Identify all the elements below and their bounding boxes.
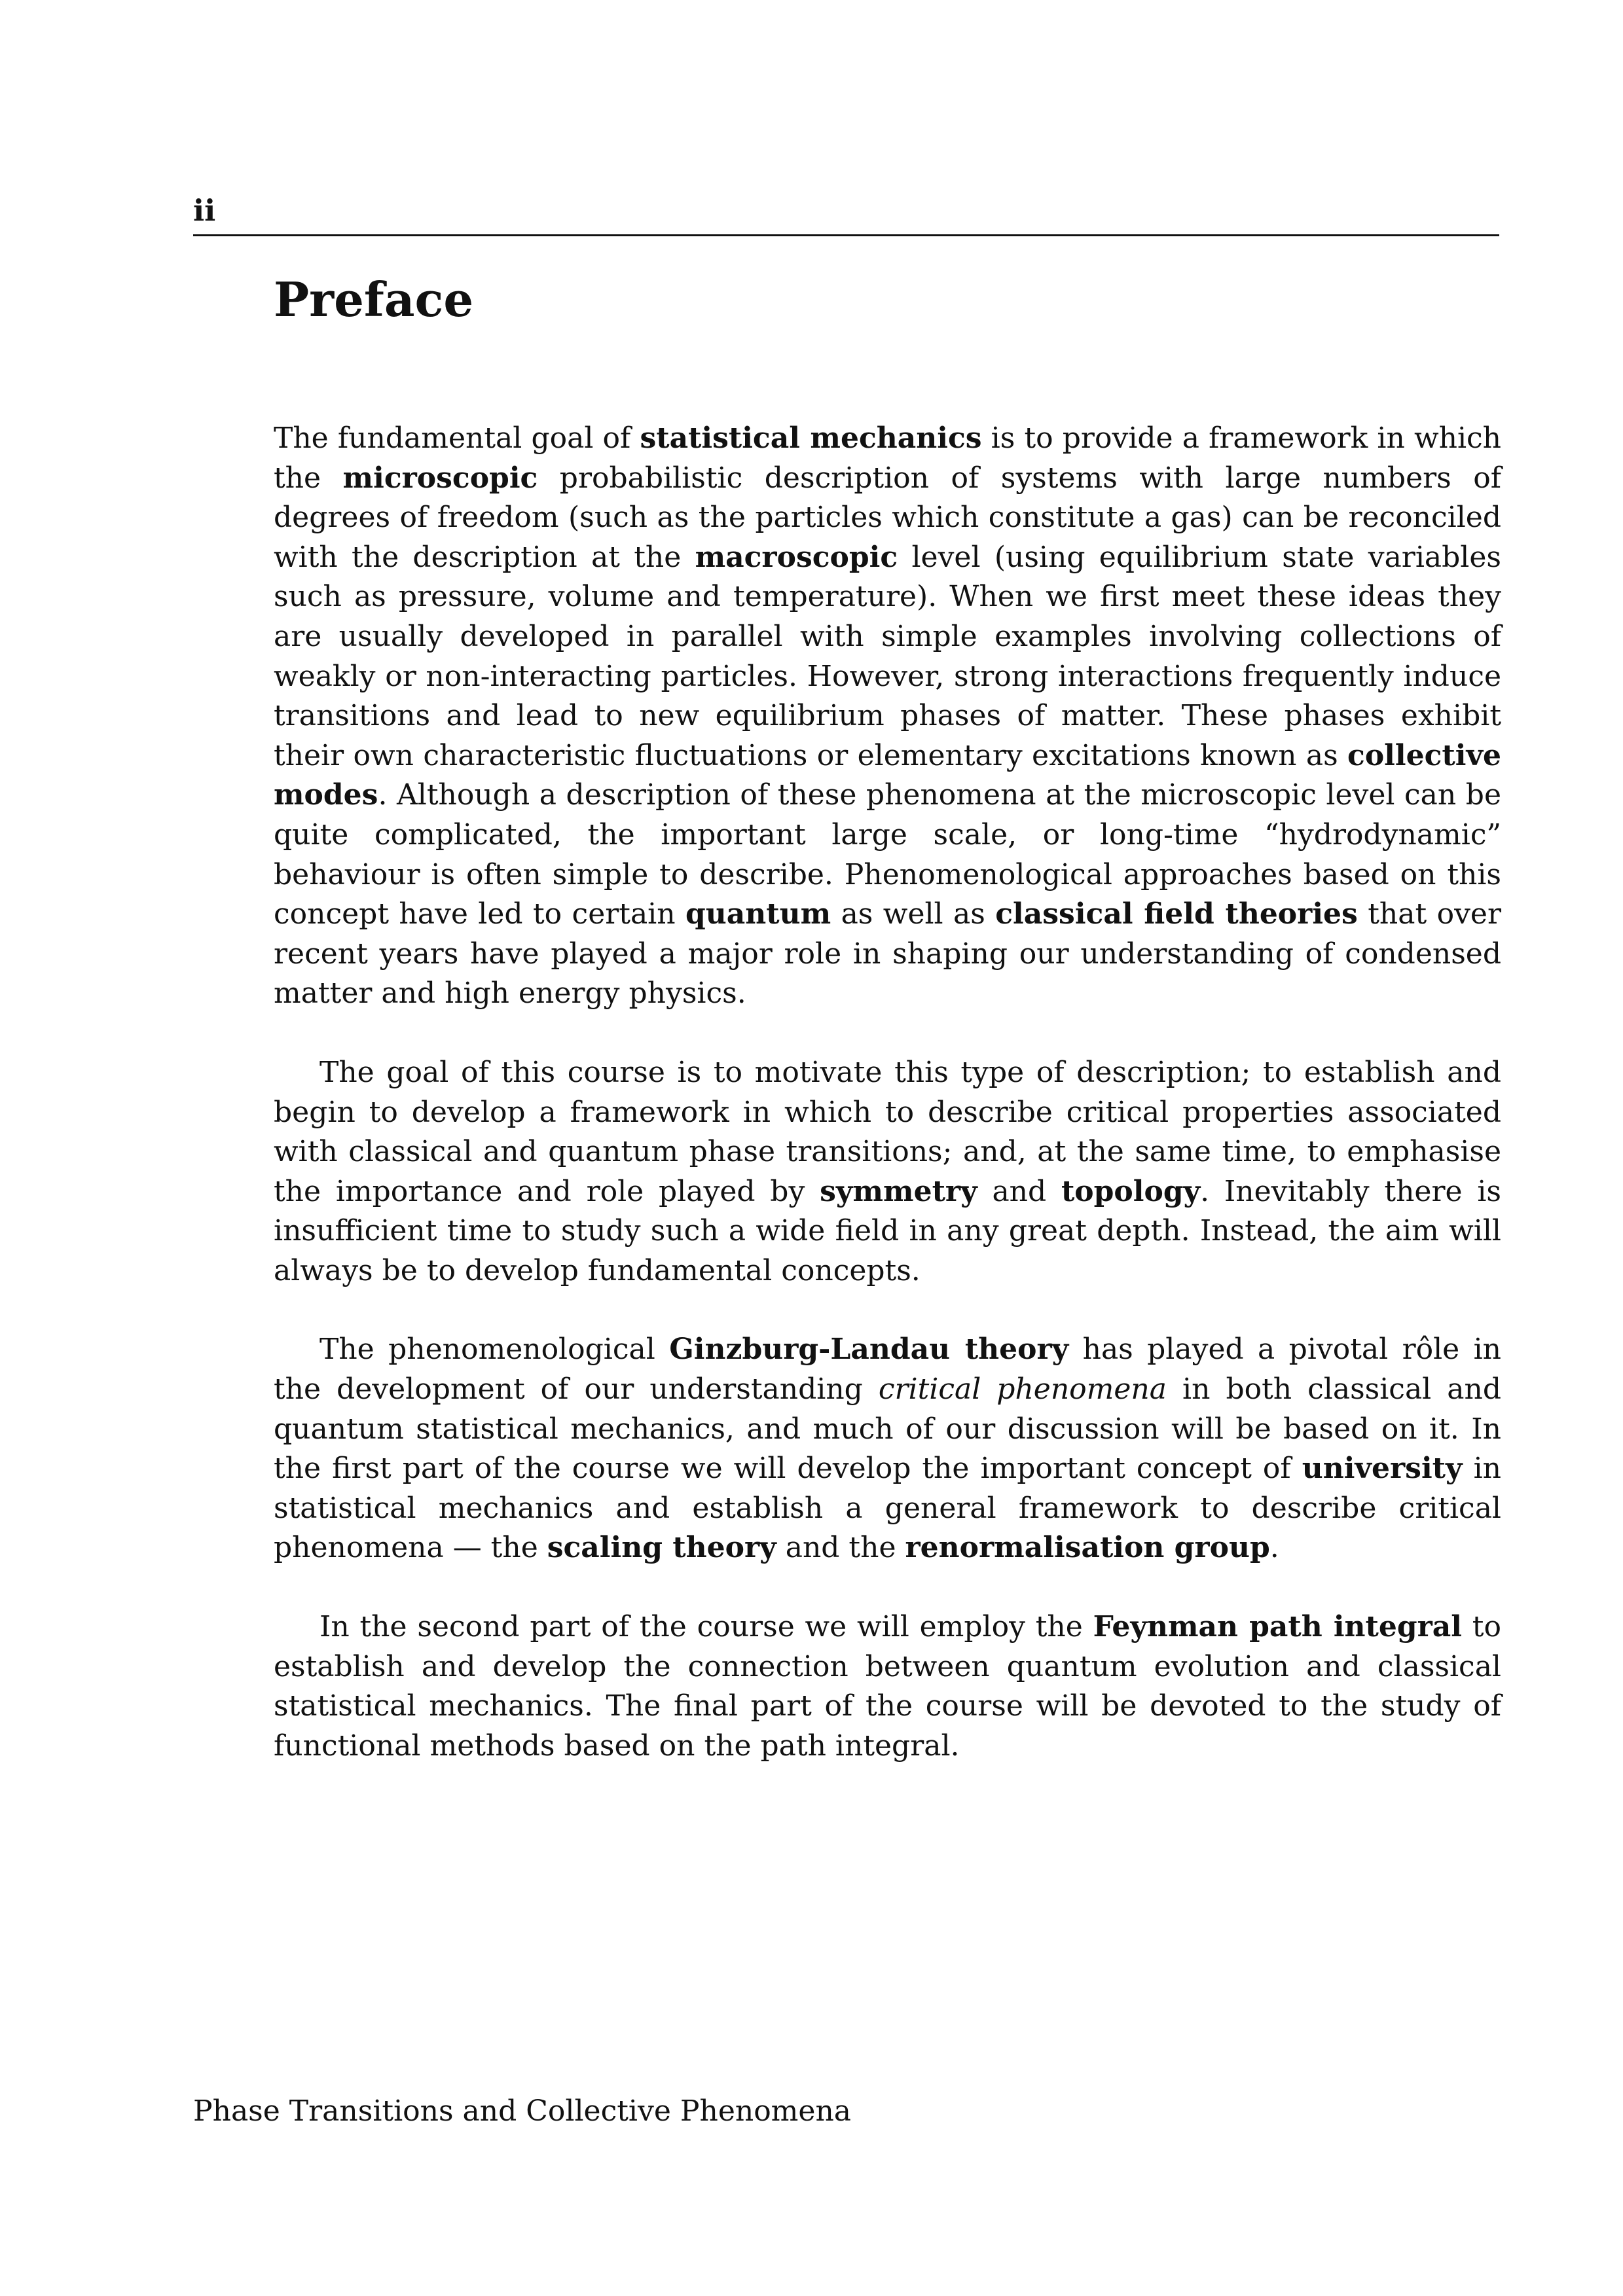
bold-term: collective modes <box>274 738 1501 812</box>
text-run: and <box>977 1174 1061 1208</box>
paragraph-4 <box>274 1607 1501 1766</box>
bold-term: quantum <box>685 897 831 931</box>
footer-running-title: Phase Transitions and Collective Phenomena <box>193 2094 852 2128</box>
bold-term: classical field theories <box>995 897 1358 931</box>
bold-term: macroscopic <box>695 540 898 574</box>
text-run: to establish and develop the connection between quantum evolution and classical statistical mechanics. The final part of the course will be devoted to the study of functional methods based on the path integral. <box>274 1610 1501 1763</box>
bold-term: statistical mechanics <box>640 422 982 455</box>
text-run: . Although a description of these phenomena at the microscopic level can be quite complicated, the important large scale, or long-time “hydrodynamic” behaviour is often simple to describe. Phenomenological approaches based on this concept have led to certain <box>274 778 1501 931</box>
text-run: probabilistic description of systems with large numbers of degrees of freedom (such as the particles which constitute a gas) can be reconciled with the description at the <box>274 461 1501 574</box>
text-run: The fundamental goal of <box>274 422 640 455</box>
header-rule <box>193 234 1499 236</box>
bold-term: Ginzburg-Landau theory <box>669 1333 1069 1367</box>
italic-term: critical phenomena <box>878 1372 1167 1407</box>
text-run: The phenomenological <box>319 1333 670 1367</box>
text-run: and the <box>776 1531 905 1565</box>
paragraph-2 <box>274 1053 1501 1291</box>
bold-term: topology <box>1061 1174 1201 1208</box>
text-run: in both classical and quantum statistical mechanics, and much of our discussion will be based on it. In the first part of the course we will develop the important concept of <box>274 1372 1501 1486</box>
text-run: is to provide a framework in which the <box>274 422 1501 495</box>
bold-term: renormalisation group <box>905 1531 1270 1565</box>
chapter-title: Preface <box>274 272 474 327</box>
text-run: level (using equilibrium state variables such as pressure, volume and temperature). When we first meet these ideas they are usually developed in parallel with simple examples involving collections of weakly or non-interacting particles. However, strong interactions frequently induce transitions and lead to new equilibrium phases of matter. These phases exhibit their own characteristic fluctuations or elementary excitations known as <box>274 540 1501 772</box>
paragraph-3 <box>274 1330 1501 1568</box>
bold-term: scaling theory <box>547 1531 776 1565</box>
bold-term: Feynman path integral <box>1093 1610 1463 1644</box>
paragraph-1 <box>274 419 1501 1014</box>
preface-body <box>274 419 1501 1805</box>
text-run: . <box>1269 1531 1279 1565</box>
text-run: has played a pivotal rôle in the development of our understanding <box>274 1333 1501 1407</box>
bold-term: university <box>1302 1452 1463 1486</box>
text-run: in statistical mechanics and establish a general framework to describe critical phenomena — the <box>274 1452 1501 1565</box>
text-run: In the second part of the course we will employ the <box>319 1610 1093 1644</box>
text-run: . Inevitably there is insufficient time to study such a wide field in any great depth. Instead, the aim will always be to develop fundamental concepts. <box>274 1174 1501 1287</box>
bold-term: symmetry <box>820 1174 977 1208</box>
bold-term: microscopic <box>342 461 538 495</box>
text-run: that over recent years have played a major role in shaping our understanding of condensed matter and high energy physics. <box>274 897 1502 1011</box>
text-run: The goal of this course is to motivate this type of description; to establish and begin to develop a framework in which to describe critical properties associated with classical and quantum phase transitions; and, at the same time, to emphasise the importance and role played by <box>274 1055 1501 1208</box>
text-run: as well as <box>831 897 996 931</box>
page-number: ii <box>193 193 216 228</box>
